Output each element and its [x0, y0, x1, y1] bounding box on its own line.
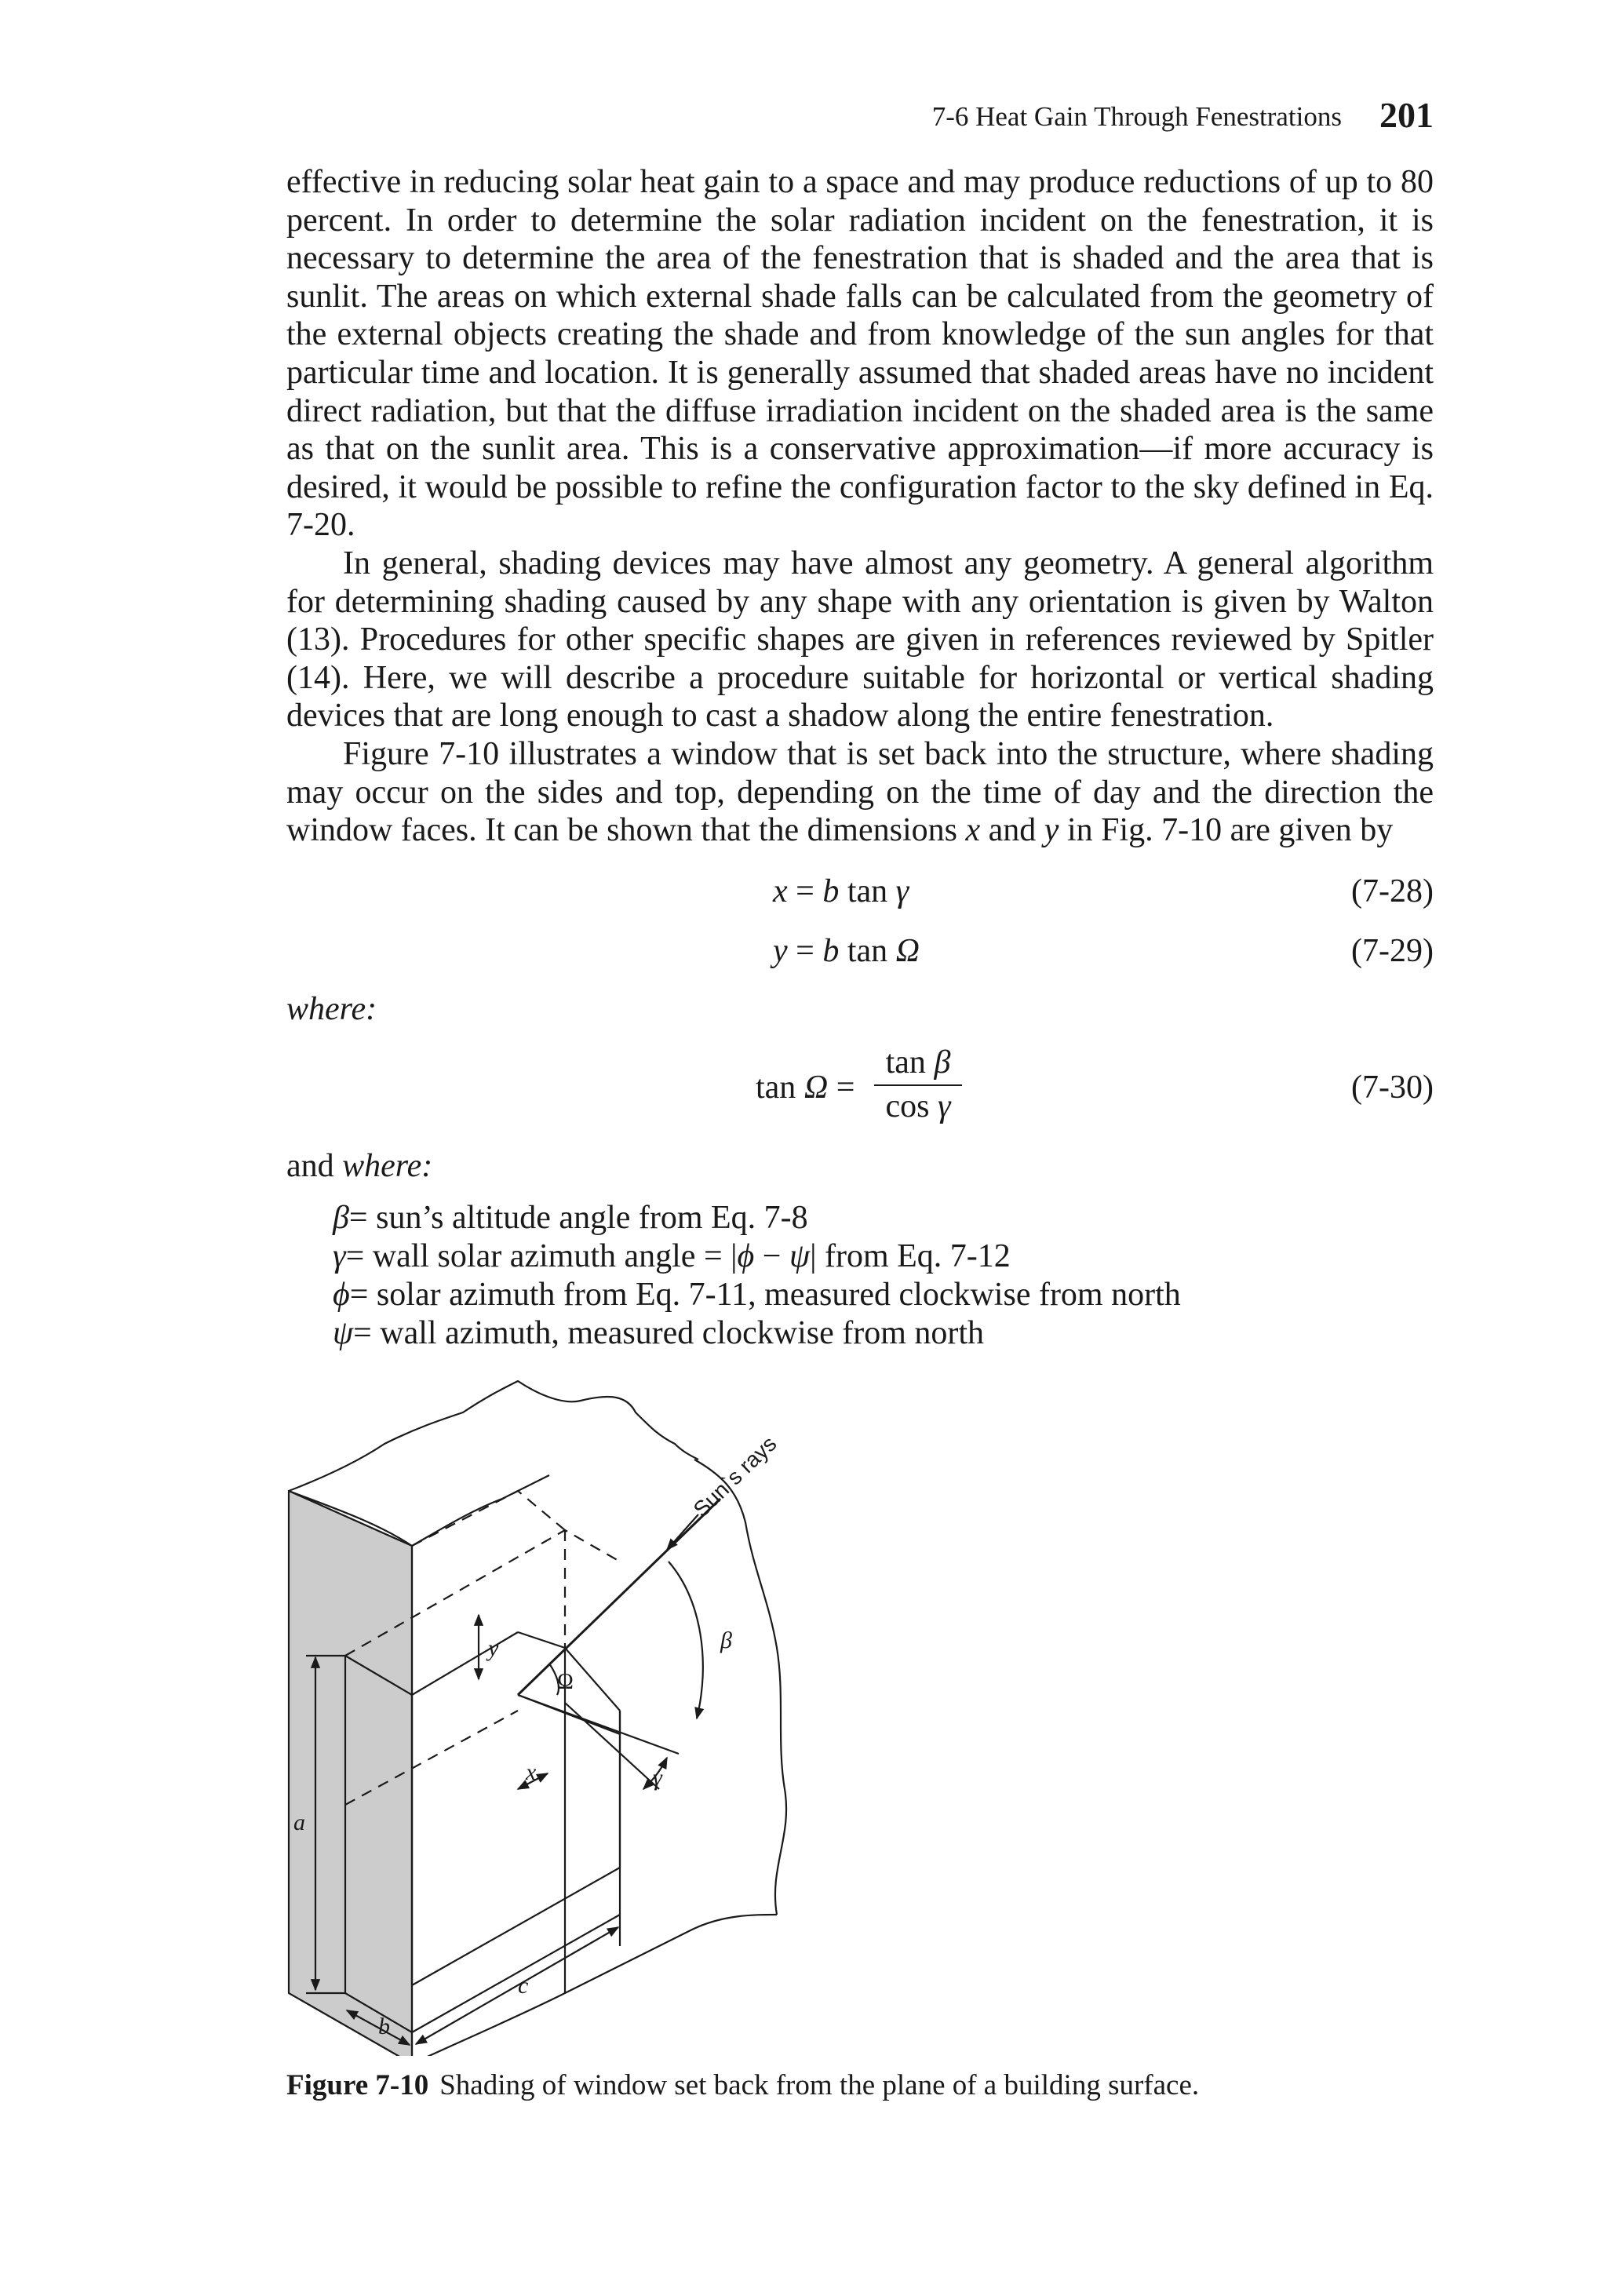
caption-label: Figure 7-10 [286, 2069, 429, 2101]
figure-7-10-diagram [282, 1365, 832, 2056]
definition-beta: β= sun’s altitude angle from Eq. 7-8 [333, 1200, 808, 1236]
wall-top-edge [289, 1381, 698, 1491]
paragraph-1: effective in reducing solar heat gain to a space and may produce reductions of up to 80 percent. In order to determine the solar radiation incident on the fenestration, it is necessary to determine the area of the fenestration that is shaded and the area that is sunlit. The areas on which external shade falls can be calculated from the geometry of the external objects creating the shade and from knowledge of the sun angles for that particular time and location. It is generally assumed that shaded areas have no incident direct radiation, but that the diffuse irradiation incident on the shaded area is the same as that on the sunlit area. This is a conservative approximation—if more accuracy is desired, it would be possible to refine the configuration factor to the sky defined in Eq. 7-20. [286, 164, 1434, 544]
paragraph-3-pre: Figure 7-10 illustrates a window that is set back into the structure, where shading may occur on the sides and top, depending on the time of day and the direction the window faces. It can be shown that the dimensions [286, 735, 1434, 849]
dim-c-arrow [416, 1927, 618, 2044]
definition-gamma: γ= wall solar azimuth angle = |ϕ − ψ| from Eq. 7-12 [333, 1238, 1011, 1274]
label-a: a [293, 1809, 305, 1835]
hidden-back-top [412, 1491, 565, 1546]
label-gamma: γ [653, 1765, 662, 1791]
equation-7-30-lhs: tan Ω = [756, 1070, 855, 1106]
and-where-label: and where: [286, 1148, 433, 1184]
equation-7-28: x = b tan γ [773, 873, 909, 909]
sun-ray-arrow [667, 1514, 698, 1550]
figure-caption [286, 2068, 1199, 2102]
label-c: c [518, 1973, 529, 1999]
wall-bottom-edge [412, 1915, 777, 2056]
label-x: x [526, 1759, 537, 1785]
window-back-frame [412, 1695, 620, 1985]
paragraph-3-mid: and [980, 812, 1044, 849]
equation-number-7-28: (7-28) [1351, 873, 1434, 909]
label-y: y [488, 1635, 499, 1661]
var-y: y [1044, 812, 1059, 849]
equation-number-7-30: (7-30) [1351, 1070, 1434, 1106]
section-title: 7-6 Heat Gain Through Fenestrations [931, 101, 1342, 132]
window-right-reveal [518, 1632, 565, 1648]
beta-angle-arc [669, 1562, 703, 1718]
page-number: 201 [1379, 95, 1434, 135]
equation-7-29: y = b tan Ω [773, 933, 920, 969]
paragraph-3-post: in Fig. 7-10 are given by [1059, 812, 1394, 849]
label-sun-rays: Sun`s rays [688, 1431, 782, 1522]
shadow-line-2 [518, 1695, 679, 1754]
var-x: x [965, 812, 981, 849]
label-beta: β [720, 1627, 732, 1653]
caption-text: Shading of window set back from the plane of a building surface. [439, 2069, 1200, 2101]
label-omega: Ω [557, 1670, 574, 1694]
fraction-denominator: cos γ [885, 1088, 951, 1124]
body-text [286, 163, 1434, 850]
paragraph-2: In general, shading devices may have almost any geometry. A general algorithm for determining shading caused by any shape with any orientation is given by Walton (13). Procedures for other specific shapes are given in references reviewed by Spitler (14). Here, we will describe a procedure suitable for horizontal or vertical shading devices that are long enough to cast a shadow along the entire fenestration. [286, 545, 1434, 734]
equation-7-30-fraction [874, 1044, 962, 1125]
running-head [932, 93, 1434, 134]
label-b: b [378, 2014, 390, 2039]
wall-left-face [289, 1491, 412, 2056]
symbol-definitions [333, 1199, 1181, 1353]
where-label: where: [286, 991, 377, 1027]
wall-right-wavy-edge [694, 1460, 786, 1915]
fraction-numerator: tan β [885, 1044, 951, 1081]
definition-phi: ϕ= solar azimuth from Eq. 7-11, measured clockwise from north [333, 1277, 1181, 1313]
equation-number-7-29: (7-29) [1351, 933, 1434, 969]
shadow-line-3 [565, 1703, 659, 1789]
paragraph-3 [286, 735, 1434, 850]
definition-psi: ψ= wall azimuth, measured clockwise from north [333, 1315, 985, 1351]
